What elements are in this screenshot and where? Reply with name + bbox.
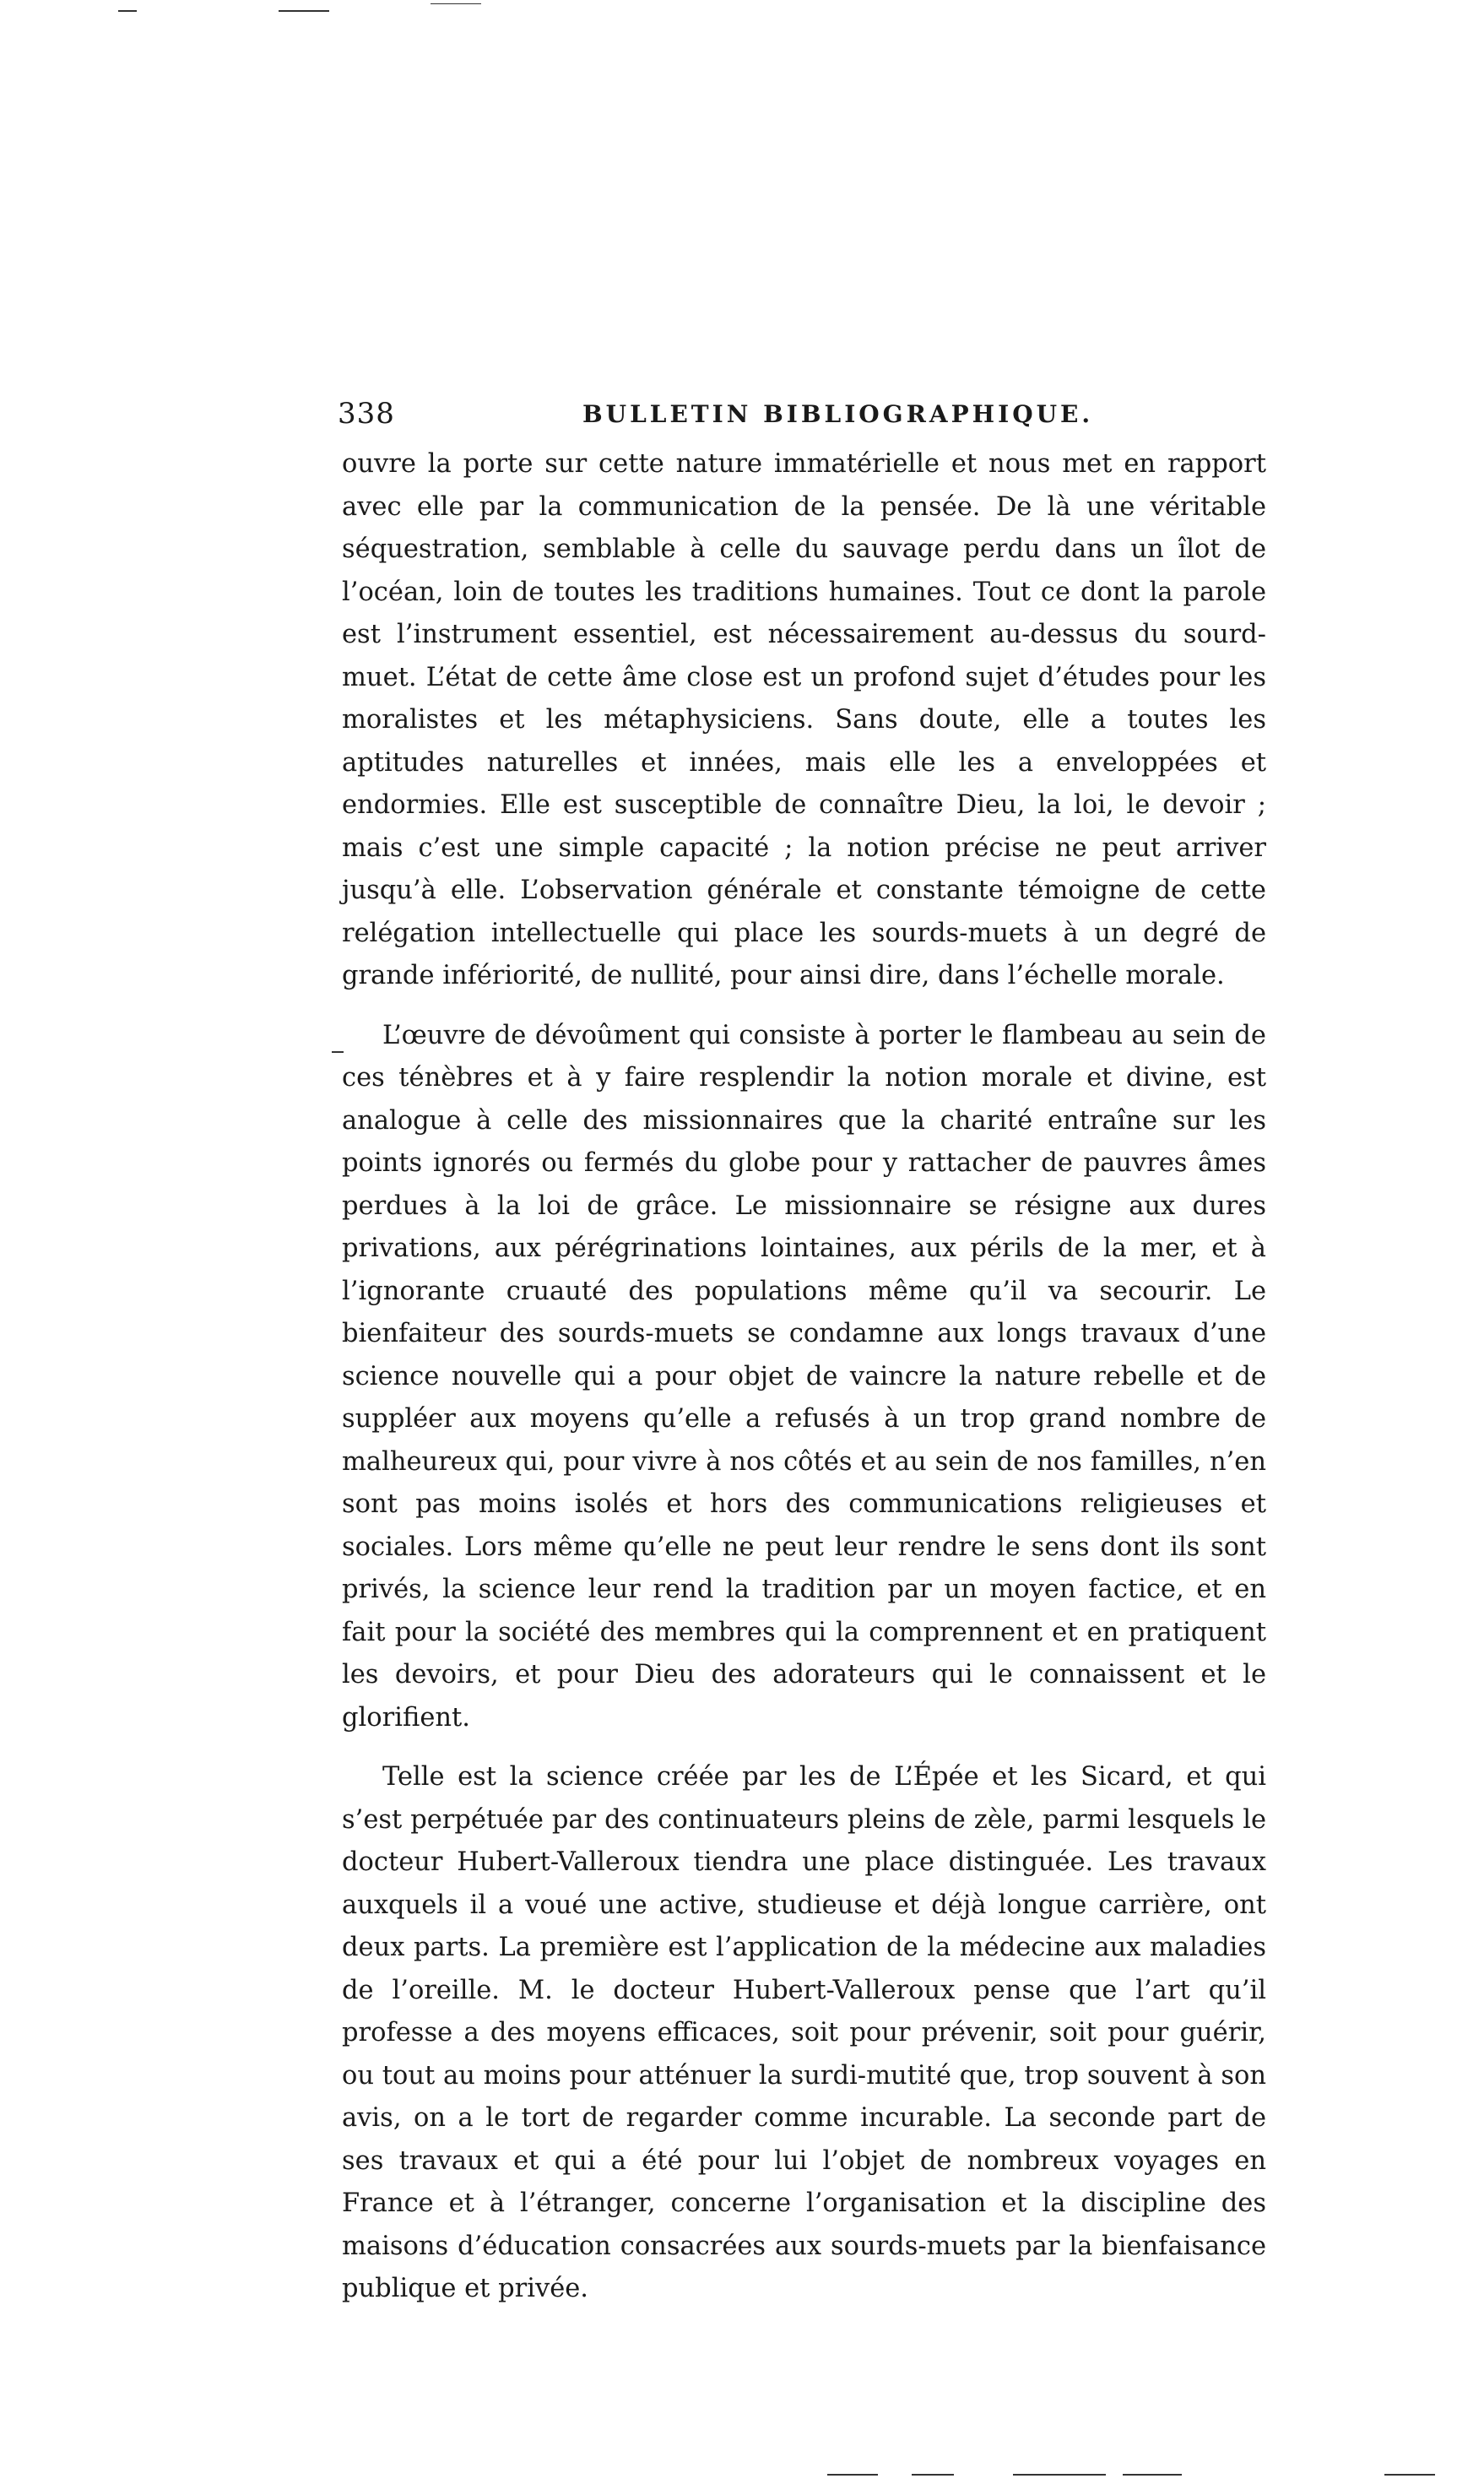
scan-mark-bottom-4 — [1123, 2474, 1182, 2476]
paragraph-1: ouvre la porte sur cette nature immatérielle et nous met en rapport avec elle par la communication de la pensée. De là une véritable séquestration, semblable à celle du sauvage perdu dans un îlot de l’océan, loin de toutes les traditions humaines. Tout ce dont la parole est l’instrument essentiel, est nécessairement au-dessus du sourd-muet. L’état de cette âme close est un profond sujet d’études pour les moralistes et les métaphysiciens. Sans doute, elle a toutes les aptitudes naturelles et innées, mais elle les a enveloppées et endormies. Elle est susceptible de connaître Dieu, la loi, le devoir ; mais c’est une simple capacité ; la notion précise ne peut arriver jusqu’à elle. L’observation générale et constante témoigne de cette relégation intellectuelle qui place les sourds-muets à un degré de grande infériorité, de nullité, pour ainsi dire, dans l’échelle morale. — [342, 449, 1266, 990]
running-title: BULLETIN BIBLIOGRAPHIQUE. — [582, 400, 1094, 428]
scan-mark-top-3 — [431, 3, 481, 4]
scan-mark-bottom-5 — [1384, 2474, 1435, 2476]
page-number: 338 — [338, 397, 395, 431]
running-head — [338, 397, 1266, 439]
paragraph-3: Telle est la science créée par les de L’Épée et les Sicard, et qui s’est perpétuée par des continuateurs pleins de zèle, parmi lesquels le docteur Hubert-Valleroux tiendra une place distinguée. Les travaux auxquels il a voué une active, studieuse et déjà longue carrière, ont deux parts. La première est l’application de la médecine aux maladies de l’oreille. M. le docteur Hubert-Valleroux pense que l’art qu’il professe a des moyens efficaces, soit pour prévenir, soit pour guérir, ou tout au moins pour atténuer la surdi-mutité que, trop souvent à son avis, on a le tort de regarder comme incurable. La seconde part de ses travaux et qui a été pour lui l’objet de nombreux voyages en France et à l’étranger, concerne l’organisation et la discipline des maisons d’éducation consacrées aux sourds-muets par la bienfaisance publique et privée. — [342, 1762, 1266, 2303]
body-text — [342, 443, 1266, 2311]
scan-mark-top-2 — [279, 10, 329, 12]
scan-mark-top-1 — [118, 10, 137, 12]
paragraph-2: L’œuvre de dévoûment qui consiste à porter le flambeau au sein de ces ténèbres et à y faire resplendir la notion morale et divine, est analogue à celle des missionnaires que la charité entraîne sur les points ignorés ou fermés du globe pour y rattacher de pauvres âmes perdues à la loi de grâce. Le missionnaire se résigne aux dures privations, aux pérégrinations lointaines, aux périls de la mer, et à l’ignorante cruauté des populations même qu’il va secourir. Le bienfaiteur des sourds-muets se condamne aux longs travaux d’une science nouvelle qui a pour objet de vaincre la nature rebelle et de suppléer aux moyens qu’elle a refusés à un trop grand nombre de malheureux qui, pour vivre à nos côtés et au sein de nos familles, n’en sont pas moins isolés et hors des communications religieuses et sociales. Lors même qu’elle ne peut leur rendre le sens dont ils sont privés, la science leur rend la tradition par un moyen factice, et en fait pour la société des membres qui la comprennent et en pratiquent les devoirs, et pour Dieu des adorateurs qui le connaissent et le glorifient. — [342, 1020, 1266, 1733]
scan-mark-bottom-1 — [827, 2474, 878, 2476]
scan-mark-bottom-2 — [912, 2474, 954, 2476]
scan-mark-bottom-3 — [1013, 2474, 1106, 2476]
